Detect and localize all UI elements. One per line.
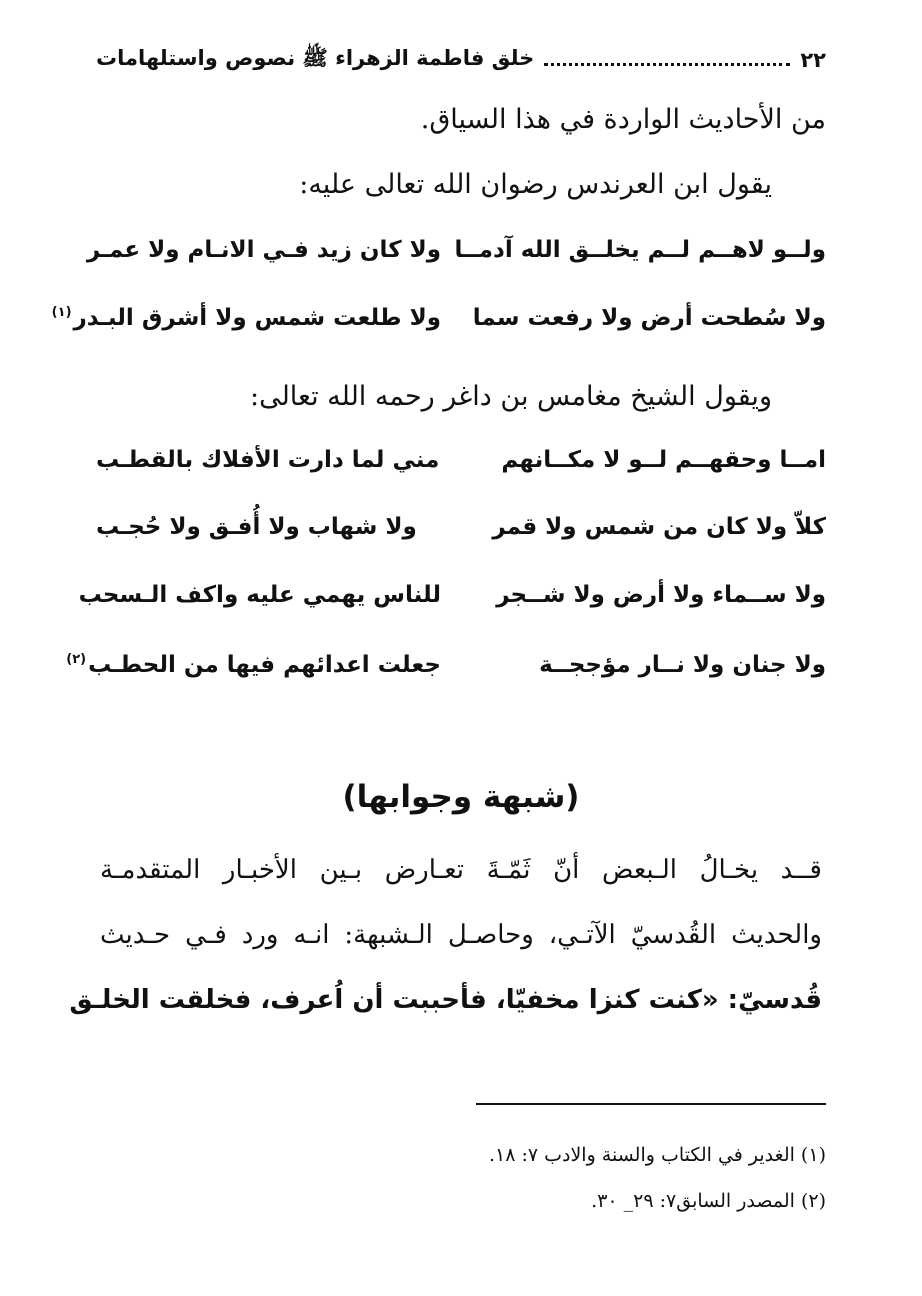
section-title: (شبهة وجوابها)	[342, 779, 580, 815]
poem2-verse-1	[96, 438, 826, 482]
poem2-verse-3-first: ولا ســماء ولا أرض ولا شــجر	[496, 582, 826, 608]
poem1-verse-1-first: ولــو لاهــم لــم يخلــق الله آدمــا	[454, 237, 826, 263]
poem1-verse-1-second: ولا كان زيد فـي الانـام ولا عمـر	[86, 237, 441, 263]
intro-line-2: يقول ابن العرندس رضوان الله تعالى عليه:	[299, 169, 772, 200]
poem1-verse-1	[86, 228, 826, 272]
poem1-verse-2-second-wrap	[51, 305, 441, 331]
poem2-verse-2	[96, 505, 826, 549]
poem2-verse-3-second: للناس يهمي عليه واكف الـسحب	[78, 582, 441, 608]
poem2-verse-3	[78, 573, 826, 617]
poem2-verse-2-second: ولا شهاب ولا أُفـق ولا حُجـب	[96, 514, 417, 540]
page-number: ٢٢	[800, 48, 826, 72]
intro-line-1: من الأحاديث الواردة في هذا السياق.	[420, 104, 826, 135]
paragraph-line-2: والحديث القُدسيّ الآتـي، وحاصـل الـشبهة: انـه ورد فـي حـديث	[100, 920, 822, 950]
poem1-verse-2	[51, 296, 826, 340]
poem2-verse-4-first: ولا جنان ولا نــار مؤججــة	[539, 652, 826, 678]
poem1-verse-2-first: ولا سُطحت أرض ولا رفعت سما	[472, 305, 826, 331]
poem2-verse-1-second: مني لما دارت الأفلاك بالقطـب	[96, 447, 440, 473]
poem2-verse-2-first: كلاّ ولا كان من شمس ولا قمر	[492, 514, 826, 540]
poem2-verse-4-second-wrap	[66, 652, 441, 678]
paragraph-line-1: قــد يخـالُ الـبعض أنّ ثَمّـةَ تعـارض بـين الأخبـار المتقدمـة	[100, 855, 822, 885]
footnote-ref-2: (٢)	[66, 652, 87, 668]
running-header	[96, 40, 826, 80]
header-title: خلق فاطمة الزهراء ﷺ نصوص واستلهامات	[96, 45, 535, 70]
poem1-verse-2-second: ولا طلعت شمس ولا أشرق البـدر	[73, 305, 441, 331]
intro-line-3: ويقول الشيخ مغامس بن داغر رحمه الله تعالى:	[249, 381, 772, 412]
poem2-verse-4-second: جعلت اعدائهم فيها من الحطـب	[88, 652, 441, 678]
header-dot-leader	[544, 63, 790, 66]
footnote-ref-1: (١)	[51, 305, 72, 321]
paragraph-line-3: قُدسيّ: «كنت كنزا مخفيّا، فأحببت أن اُعرف، فخلقت الخلـق	[69, 985, 822, 1015]
footnote-separator	[476, 1103, 826, 1105]
footnote-1: (١) الغدير في الكتاب والسنة والادب ٧: ١٨.	[488, 1144, 826, 1166]
poem2-verse-4	[66, 643, 826, 687]
poem2-verse-1-first: امــا وحقهــم لــو لا مكــانهم	[501, 447, 826, 473]
footnote-2: (٢) المصدر السابق٧: ٢٩_ ٣٠.	[591, 1190, 826, 1212]
